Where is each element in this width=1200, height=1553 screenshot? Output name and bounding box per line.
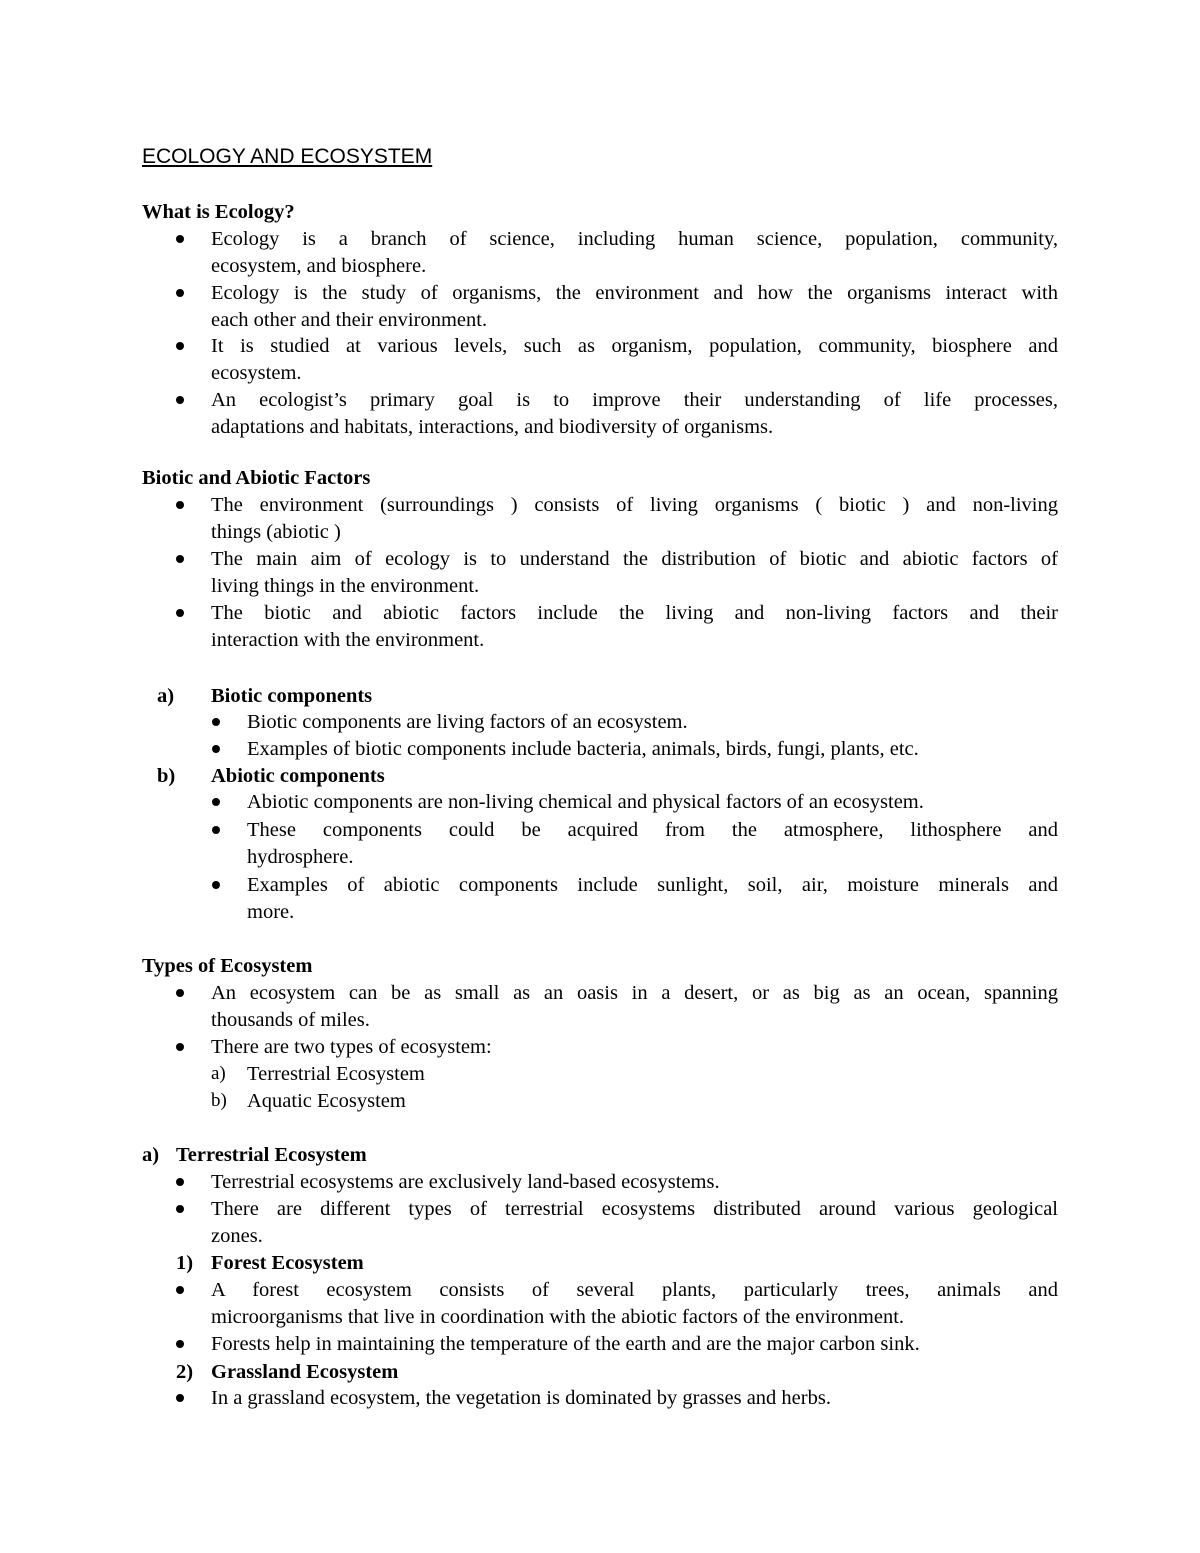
subheading-grassland-ecosystem: Grassland Ecosystem: [211, 1361, 399, 1383]
bullet-text: The main aim of ecology is to understand the distribution of biotic and abiotic factors of: [211, 548, 1058, 570]
list-marker: a): [142, 1144, 160, 1166]
list-marker: 2): [176, 1361, 194, 1383]
bullet-text: It is studied at various levels, such as organism, population, community, biosphere and: [211, 335, 1058, 357]
bullet-marker: [212, 881, 220, 889]
bullet-marker: [176, 235, 184, 243]
bullet-marker: [212, 718, 220, 726]
bullet-marker: [176, 555, 184, 563]
list-marker: 1): [176, 1252, 194, 1274]
bullet-text: Examples of abiotic components include sunlight, soil, air, moisture minerals and: [247, 874, 1058, 896]
bullet-text: ecosystem, and biosphere.: [211, 255, 427, 277]
bullet-text: things (abiotic ): [211, 521, 341, 543]
list-marker: b): [157, 765, 176, 787]
bullet-text: Forests help in maintaining the temperature of the earth and are the major carbon sink.: [211, 1333, 920, 1355]
bullet-text: zones.: [211, 1225, 263, 1247]
bullet-text: Examples of biotic components include bacteria, animals, birds, fungi, plants, etc.: [247, 738, 919, 760]
bullet-text: Terrestrial ecosystems are exclusively land-based ecosystems.: [211, 1171, 720, 1193]
bullet-text: thousands of miles.: [211, 1009, 370, 1031]
bullet-marker: [212, 826, 220, 834]
bullet-text: microorganisms that live in coordination with the abiotic factors of the environment.: [211, 1306, 905, 1328]
section-heading-types-of-ecosystem: Types of Ecosystem: [142, 955, 313, 977]
bullet-marker: [176, 609, 184, 617]
subheading-biotic-components: Biotic components: [211, 685, 373, 707]
section-heading-what-is-ecology: What is Ecology?: [142, 201, 295, 223]
subheading-forest-ecosystem: Forest Ecosystem: [211, 1252, 364, 1274]
bullet-text: An ecosystem can be as small as an oasis in a desert, or as big as an ocean, spanning: [211, 982, 1058, 1004]
bullet-text: A forest ecosystem consists of several plants, particularly trees, animals and: [211, 1279, 1058, 1301]
bullet-text: more.: [247, 901, 295, 923]
bullet-marker: [212, 798, 220, 806]
section-heading-biotic-abiotic: Biotic and Abiotic Factors: [142, 467, 371, 489]
bullet-marker: [176, 989, 184, 997]
bullet-text: These components could be acquired from the atmosphere, lithosphere and: [247, 819, 1058, 841]
bullet-text: Abiotic components are non-living chemical and physical factors of an ecosystem.: [247, 791, 924, 813]
section-heading-terrestrial-ecosystem: Terrestrial Ecosystem: [176, 1144, 367, 1166]
list-marker: a): [211, 1063, 226, 1084]
bullet-marker: [176, 1394, 184, 1402]
bullet-text: living things in the environment.: [211, 575, 480, 597]
bullet-text: The environment (surroundings ) consists of living organisms ( biotic ) and non-living: [211, 494, 1058, 516]
list-item-text: Aquatic Ecosystem: [247, 1090, 406, 1112]
bullet-marker: [176, 1205, 184, 1213]
bullet-text: adaptations and habitats, interactions, and biodiversity of organisms.: [211, 416, 774, 438]
bullet-marker: [176, 1043, 184, 1051]
bullet-text: ecosystem.: [211, 362, 302, 384]
bullet-text: There are different types of terrestrial ecosystems distributed around various geological: [211, 1198, 1058, 1220]
bullet-text: Biotic components are living factors of an ecosystem.: [247, 711, 688, 733]
bullet-marker: [212, 745, 220, 753]
bullet-marker: [176, 501, 184, 509]
subheading-abiotic-components: Abiotic components: [211, 765, 385, 787]
bullet-text: Ecology is a branch of science, including human science, population, community,: [211, 228, 1058, 250]
bullet-text: An ecologist’s primary goal is to improve their understanding of life processes,: [211, 389, 1058, 411]
bullet-text: hydrosphere.: [247, 846, 354, 868]
list-marker: b): [211, 1090, 227, 1111]
bullet-marker: [176, 396, 184, 404]
bullet-marker: [176, 1286, 184, 1294]
list-item-text: Terrestrial Ecosystem: [247, 1063, 425, 1085]
bullet-marker: [176, 1340, 184, 1348]
bullet-text: interaction with the environment.: [211, 629, 485, 651]
bullet-text: Ecology is the study of organisms, the environment and how the organisms interact with: [211, 282, 1058, 304]
bullet-text: There are two types of ecosystem:: [211, 1036, 492, 1058]
list-marker: a): [157, 685, 175, 707]
bullet-marker: [176, 289, 184, 297]
bullet-marker: [176, 1178, 184, 1186]
bullet-text: each other and their environment.: [211, 309, 488, 331]
bullet-marker: [176, 342, 184, 350]
bullet-text: The biotic and abiotic factors include the living and non-living factors and their: [211, 602, 1058, 624]
document-title: ECOLOGY AND ECOSYSTEM: [142, 145, 433, 168]
bullet-text: In a grassland ecosystem, the vegetation is dominated by grasses and herbs.: [211, 1387, 831, 1409]
